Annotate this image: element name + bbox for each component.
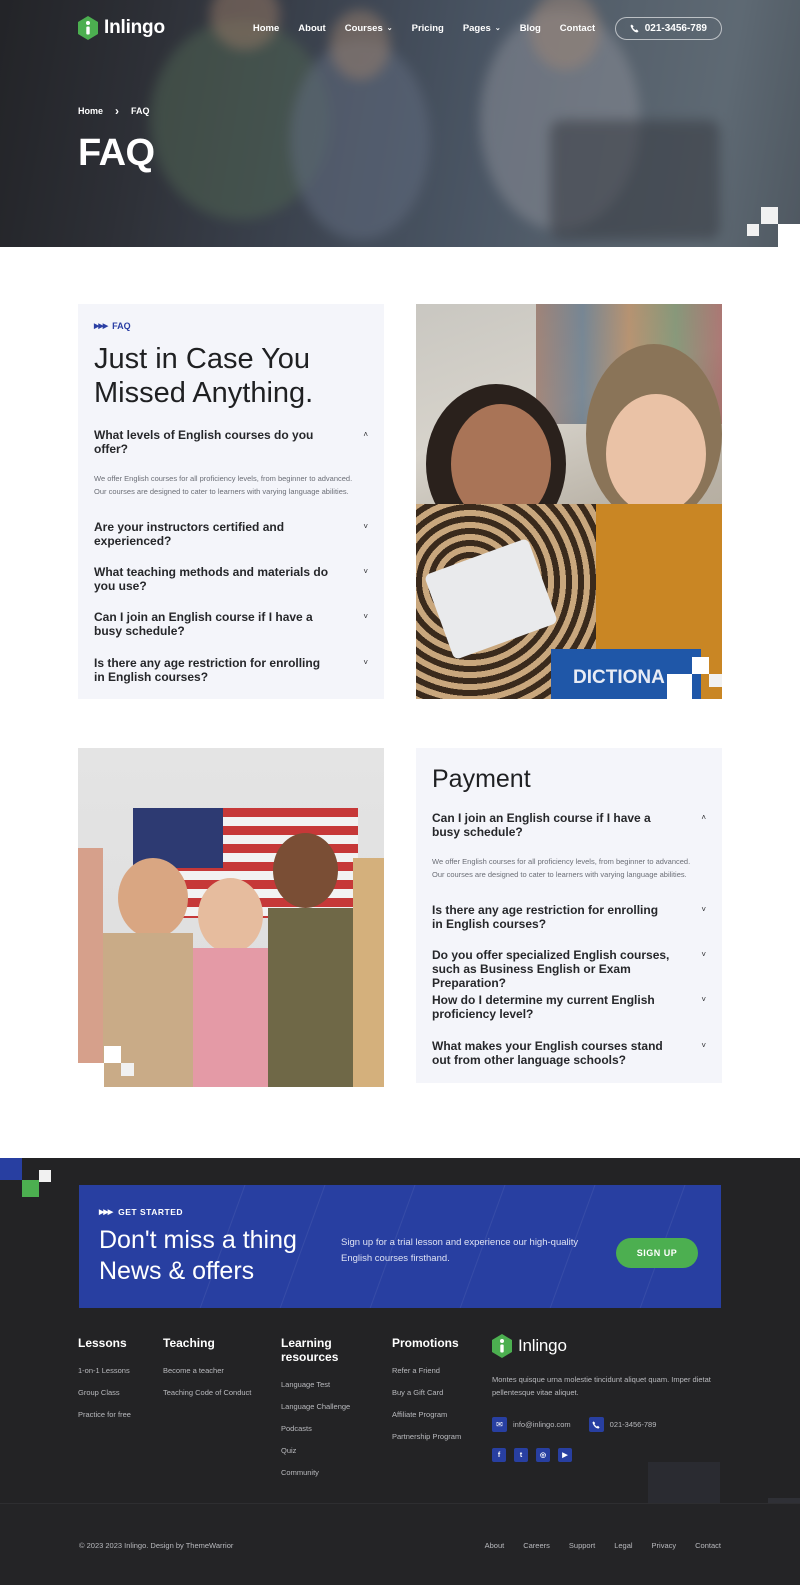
chevron-down-icon: ˅: [363, 522, 368, 531]
footer-link[interactable]: Quiz: [281, 1446, 297, 1455]
decor-square: [39, 1170, 51, 1182]
nav-blog[interactable]: [520, 23, 541, 34]
chevron-down-icon: ⌄: [494, 25, 501, 32]
person-shirt-shape: [98, 933, 193, 1087]
chevron-down-icon: ˅: [363, 612, 368, 621]
phone-number: 021-3456-789: [644, 22, 707, 34]
nav-home[interactable]: [253, 23, 279, 34]
nav-label: Home: [252, 22, 280, 34]
faq-item-5[interactable]: [94, 656, 368, 684]
person-face-shape: [198, 878, 263, 953]
breadcrumb-current: FAQ: [131, 106, 150, 116]
footer-link[interactable]: Community: [281, 1468, 319, 1477]
faq-item-3[interactable]: [94, 565, 368, 593]
footer-link[interactable]: Buy a Gift Card: [392, 1388, 444, 1397]
footer-logo[interactable]: [492, 1334, 722, 1358]
person-face-shape: [273, 833, 338, 908]
footer-col-teaching: [163, 1336, 251, 1410]
decor-square: [121, 1063, 134, 1076]
page-title: FAQ: [78, 132, 155, 174]
cta-title-line: Don't miss a thing: [99, 1226, 297, 1254]
cta-title: [99, 1225, 329, 1287]
faq-question: Is there any age restriction for enrolling in English courses?: [94, 656, 321, 684]
instagram-icon[interactable]: ◎: [536, 1448, 550, 1462]
person-shirt-shape: [193, 948, 273, 1087]
nav-label: Contact: [559, 22, 596, 34]
decor-square: [778, 224, 800, 247]
decor-square: [0, 1158, 22, 1180]
footer-link[interactable]: Group Class: [78, 1388, 120, 1397]
nav-label: Courses: [344, 22, 383, 34]
footer-link[interactable]: Practice for free: [78, 1410, 131, 1419]
chevron-down-icon: ⌄: [386, 25, 393, 32]
person-face-shape: [118, 858, 188, 938]
faq-general-heading: Just in Case You Missed Anything.: [94, 343, 314, 409]
logo-text: Inlingo: [518, 1336, 567, 1355]
decor-square: [709, 674, 722, 687]
nav-pricing[interactable]: [412, 23, 444, 34]
cta-title-line: News & offers: [99, 1257, 255, 1285]
bottom-link-contact[interactable]: Contact: [695, 1541, 721, 1550]
footer-link[interactable]: Refer a Friend: [392, 1366, 440, 1375]
footer-col-resources: [281, 1336, 361, 1490]
nav-label: Blog: [519, 22, 541, 34]
footer-link[interactable]: Affiliate Program: [392, 1410, 448, 1419]
footer-col-title: Learning resources: [281, 1336, 339, 1364]
footer-link[interactable]: Teaching Code of Conduct: [163, 1388, 252, 1397]
chevron-up-icon: ˄: [701, 813, 706, 822]
triple-arrow-icon: ▶▶▶: [94, 323, 108, 330]
footer-link[interactable]: Podcasts: [281, 1424, 312, 1433]
phone-icon: [630, 24, 639, 33]
decor-square: [692, 657, 709, 674]
chevron-up-icon: ˄: [363, 430, 368, 439]
bottom-link-privacy[interactable]: Privacy: [651, 1541, 677, 1550]
nav-contact[interactable]: [560, 23, 595, 34]
nav-courses[interactable]: [345, 23, 393, 34]
faq-kicker-label: FAQ: [112, 321, 131, 331]
cta-kicker: [99, 1207, 183, 1217]
footer-description: Montes quisque urna molestie tincidunt aliquet quam. Imper dietat pellentesque vitae aliquet.: [492, 1375, 711, 1397]
decor-square: [104, 1046, 121, 1063]
decor-square: [78, 1063, 104, 1087]
newsletter-cta: [79, 1185, 721, 1308]
cta-description: Sign up for a trial lesson and experience our high-quality English courses firsthand.: [341, 1237, 579, 1264]
faq-question: What levels of English courses do you offer?: [94, 428, 314, 456]
logo-mark-icon: [78, 16, 98, 40]
group-flag-photo: [78, 748, 384, 1087]
person-edge-shape: [353, 858, 384, 1087]
payment-item-2[interactable]: [432, 903, 706, 931]
breadcrumb-home[interactable]: Home: [78, 106, 104, 116]
footer-col-title: Promotions: [392, 1336, 459, 1350]
nav-label: Pages: [462, 22, 491, 34]
hero-banner: [0, 0, 800, 247]
facebook-icon[interactable]: f: [492, 1448, 506, 1462]
faq-question: What makes your English courses stand out from other language schools?: [432, 1039, 663, 1067]
bottom-link-careers[interactable]: Careers: [523, 1541, 550, 1550]
decor-square: [747, 224, 759, 236]
payment-item-5[interactable]: [432, 1039, 706, 1067]
bottom-link-about[interactable]: About: [484, 1541, 505, 1550]
footer-about: [492, 1334, 722, 1462]
site-logo[interactable]: [78, 16, 165, 40]
chevron-down-icon: ˅: [363, 658, 368, 667]
person-edge-shape: [78, 848, 103, 1087]
footer-link[interactable]: Partnership Program: [392, 1432, 462, 1441]
footer-col-title: Teaching: [163, 1336, 215, 1350]
social-links: [492, 1448, 722, 1462]
chevron-down-icon: ˅: [701, 905, 706, 914]
youtube-icon[interactable]: ▶: [558, 1448, 572, 1462]
faq-item-2[interactable]: [94, 520, 368, 548]
faq-payment-heading: Payment: [432, 765, 531, 793]
footer-link[interactable]: Language Test: [281, 1380, 331, 1389]
faq-kicker: [94, 321, 131, 331]
twitter-icon[interactable]: t: [514, 1448, 528, 1462]
faq-item-1[interactable]: [94, 428, 368, 456]
decor-square: [761, 207, 778, 224]
decor-square: [22, 1180, 39, 1197]
payment-item-4[interactable]: [432, 993, 706, 1021]
faq-question: How do I determine my current English proficiency level?: [432, 993, 655, 1021]
faq-question: Are your instructors certified and experienced?: [94, 520, 285, 548]
phone-text: 021-3456-789: [609, 1420, 657, 1429]
sign-up-button[interactable]: SIGN UP: [616, 1238, 698, 1268]
mail-icon: ✉: [492, 1417, 507, 1432]
main-nav: [253, 23, 595, 34]
footer-col-promotions: [392, 1336, 461, 1454]
footer-link[interactable]: Language Challenge: [281, 1402, 351, 1411]
faq-general-card: [78, 304, 384, 699]
chevron-down-icon: ˅: [701, 1041, 706, 1050]
phone-icon: [589, 1417, 604, 1432]
faq-question: What teaching methods and materials do you use?: [94, 565, 329, 593]
phone-button[interactable]: [615, 17, 722, 40]
faq-question: Can I join an English course if I have a busy schedule?: [432, 811, 651, 839]
chevron-down-icon: ˅: [701, 950, 706, 959]
bottom-link-support[interactable]: Support: [568, 1541, 596, 1550]
nav-label: Pricing: [411, 22, 444, 34]
faq-payment-card: [416, 748, 722, 1083]
faq-question: Do you offer specialized English courses, such as Business English or Exam Preparation?: [432, 948, 670, 990]
footer-phone[interactable]: [589, 1417, 657, 1432]
breadcrumb: [78, 104, 150, 118]
footer-col-title: Lessons: [78, 1336, 127, 1350]
book-title-text: DICTIONA: [573, 667, 665, 688]
bottom-link-legal[interactable]: Legal: [614, 1541, 633, 1550]
top-navbar: [78, 14, 722, 42]
decor-square: [667, 674, 692, 699]
faq-item-4[interactable]: [94, 610, 368, 638]
nav-about[interactable]: [298, 23, 325, 34]
faq-question: Is there any age restriction for enrolling in English courses?: [432, 903, 659, 931]
email-text: info@inlingo.com: [513, 1420, 571, 1429]
logo-text: Inlingo: [104, 17, 165, 38]
nav-label: About: [298, 22, 326, 34]
nav-pages[interactable]: [463, 23, 501, 34]
footer-col-lessons: [78, 1336, 131, 1432]
footer-bottom-links: [485, 1541, 721, 1550]
chevron-down-icon: ˅: [701, 995, 706, 1004]
footer-link[interactable]: Become a teacher: [163, 1366, 224, 1375]
payment-item-3[interactable]: [432, 948, 706, 990]
person-jacket-shape: [268, 908, 353, 1087]
students-tablet-photo: [416, 304, 722, 699]
faq-answer: We offer English courses for all proficiency levels, from beginner to advanced. Our courses are designed to cater to learners with varying language abilities.: [432, 857, 691, 879]
student2-face-shape: [606, 394, 706, 514]
copyright-text: © 2023 2023 Inlingo. Design by ThemeWarrior: [79, 1541, 234, 1550]
footer-link[interactable]: 1-on-1 Lessons: [78, 1366, 130, 1375]
faq-question: Can I join an English course if I have a busy schedule?: [94, 610, 313, 638]
triple-arrow-icon: ▶▶▶: [99, 1209, 113, 1216]
breadcrumb-separator: ›: [115, 104, 120, 118]
faq-answer: We offer English courses for all proficiency levels, from beginner to advanced. Our courses are designed to cater to learners with varying language abilities.: [94, 474, 353, 496]
footer-email[interactable]: [492, 1417, 571, 1432]
footer-contacts: [492, 1417, 722, 1432]
logo-mark-icon: [492, 1334, 512, 1358]
payment-item-1[interactable]: [432, 811, 706, 839]
chevron-down-icon: ˅: [363, 567, 368, 576]
cta-kicker-label: GET STARTED: [118, 1207, 183, 1217]
